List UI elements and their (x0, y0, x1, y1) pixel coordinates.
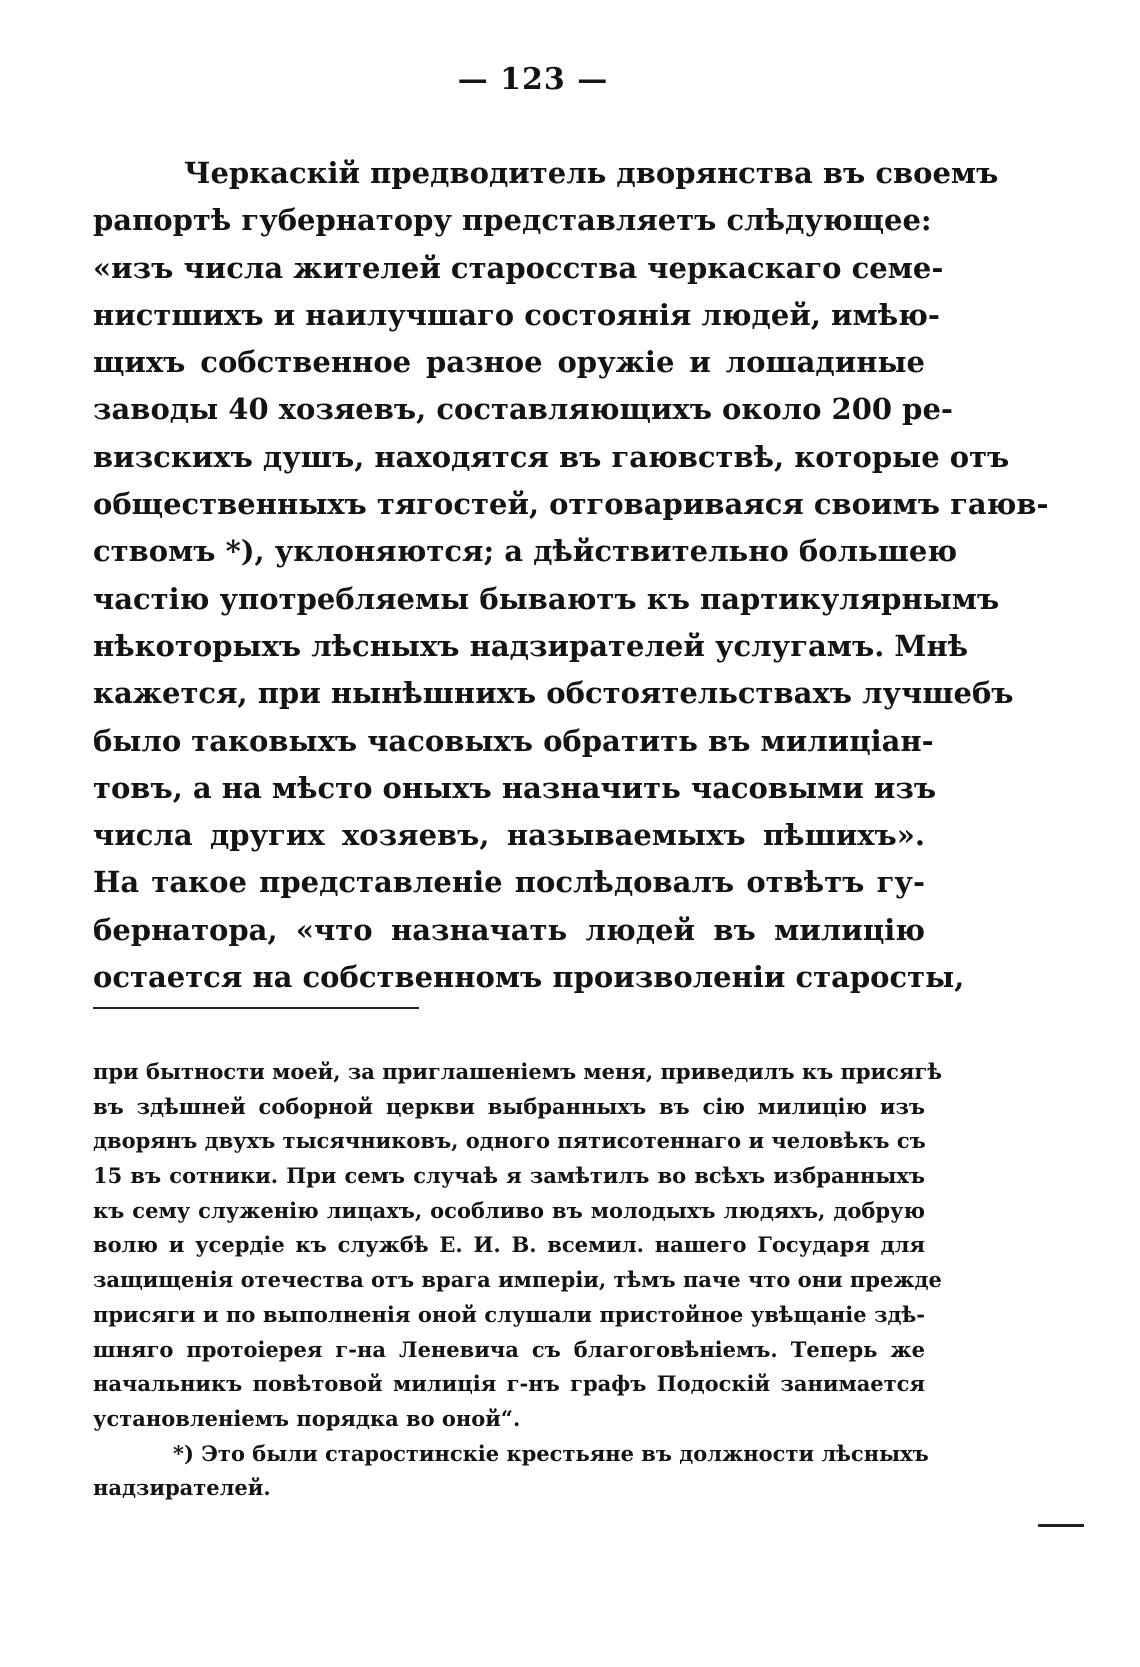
text-line: остается на собственномъ произволеніи старосты, (93, 960, 965, 995)
text-line: «изъ числа жителей старосства черкаскаго семе- (93, 250, 944, 285)
text-line: частію употребляемы бываютъ къ партикулярнымъ (93, 581, 1000, 616)
footnote-line: волю и усердіе къ службѣ Е. И. В. всемил. нашего Государя для (93, 1232, 925, 1258)
main-text (93, 150, 1049, 1001)
text-line: На такое представленіе послѣдовалъ отвѣтъ гу- (93, 865, 925, 900)
text-line: числа других хозяевъ, называемыхъ пѣшихъ». (93, 818, 925, 853)
text-line: ствомъ *), уклоняются; а дѣйствительно большею (93, 534, 958, 569)
footnote-line: начальникъ повѣтовой милиція г-нъ графъ Подоскій занимается (93, 1371, 925, 1397)
text-line: кажется, при нынѣшнихъ обстоятельствахъ лучшебъ (93, 676, 1014, 711)
footnote-line: 15 въ сотники. При семъ случаѣ я замѣтилъ во всѣхъ избранныхъ (93, 1163, 925, 1189)
text-line: Черкаскій предводитель дворянства въ своемъ (184, 156, 999, 190)
page-number: — 123 — (457, 62, 609, 97)
footnote-line: присяги и по выполненія оной слушали пристойное увѣщаніе здѣ- (93, 1301, 925, 1327)
footnote-block (93, 1055, 943, 1506)
footnote-line: въ здѣшней соборной церкви выбранныхъ въ сію милицію изъ (93, 1093, 925, 1119)
footnote-separator (93, 1007, 419, 1009)
text-line: щихъ собственное разное оружіе и лошадиные (93, 345, 925, 380)
footnote-line: защищенія отечества отъ врага имперіи, тѣмъ паче что они прежде (93, 1267, 942, 1293)
text-line: заводы 40 хозяевъ, составляющихъ около 200 ре- (93, 392, 953, 427)
text-line: бернатора, «что назначать людей въ милицію (93, 912, 925, 947)
text-line: товъ, а на мѣсто оныхъ назначить часовыми изъ (93, 770, 937, 805)
footnote-line: установленіемъ порядка во оной“. (93, 1405, 521, 1431)
footnote-line: шняго протоіерея г-на Леневича съ благоговѣніемъ. Теперь же (93, 1336, 925, 1362)
text-line: нистшихъ и наилучшаго состоянія людей, имѣю- (93, 297, 940, 332)
edge-mark (1038, 1524, 1084, 1527)
footnote-line: при бытности моей, за приглашеніемъ меня, приведилъ къ присягѣ (93, 1059, 943, 1084)
footnote-line: дворянъ двухъ тысячниковъ, одного пятисотеннаго и человѣкъ съ (93, 1128, 926, 1154)
text-line: нѣкоторыхъ лѣсныхъ надзирателей услугамъ. Мнѣ (93, 628, 969, 663)
text-line: было таковыхъ часовыхъ обратить въ милиціан- (93, 723, 934, 758)
asterisk-note-line: надзирателей. (93, 1475, 271, 1501)
footnote-line: къ сему служенію лицахъ, особливо въ молодыхъ людяхъ, добрую (93, 1197, 925, 1223)
asterisk-note-line: *) Это были старостинскіе крестьяне въ должности лѣсныхъ (173, 1440, 929, 1466)
text-line: рапортѣ губернатору представляетъ слѣдующее: (93, 203, 932, 238)
text-line: общественныхъ тягостей, отговариваяся своимъ гаюв- (93, 487, 1049, 522)
text-line: визскихъ душъ, находятся въ гаювствѣ, которые отъ (93, 439, 1010, 474)
